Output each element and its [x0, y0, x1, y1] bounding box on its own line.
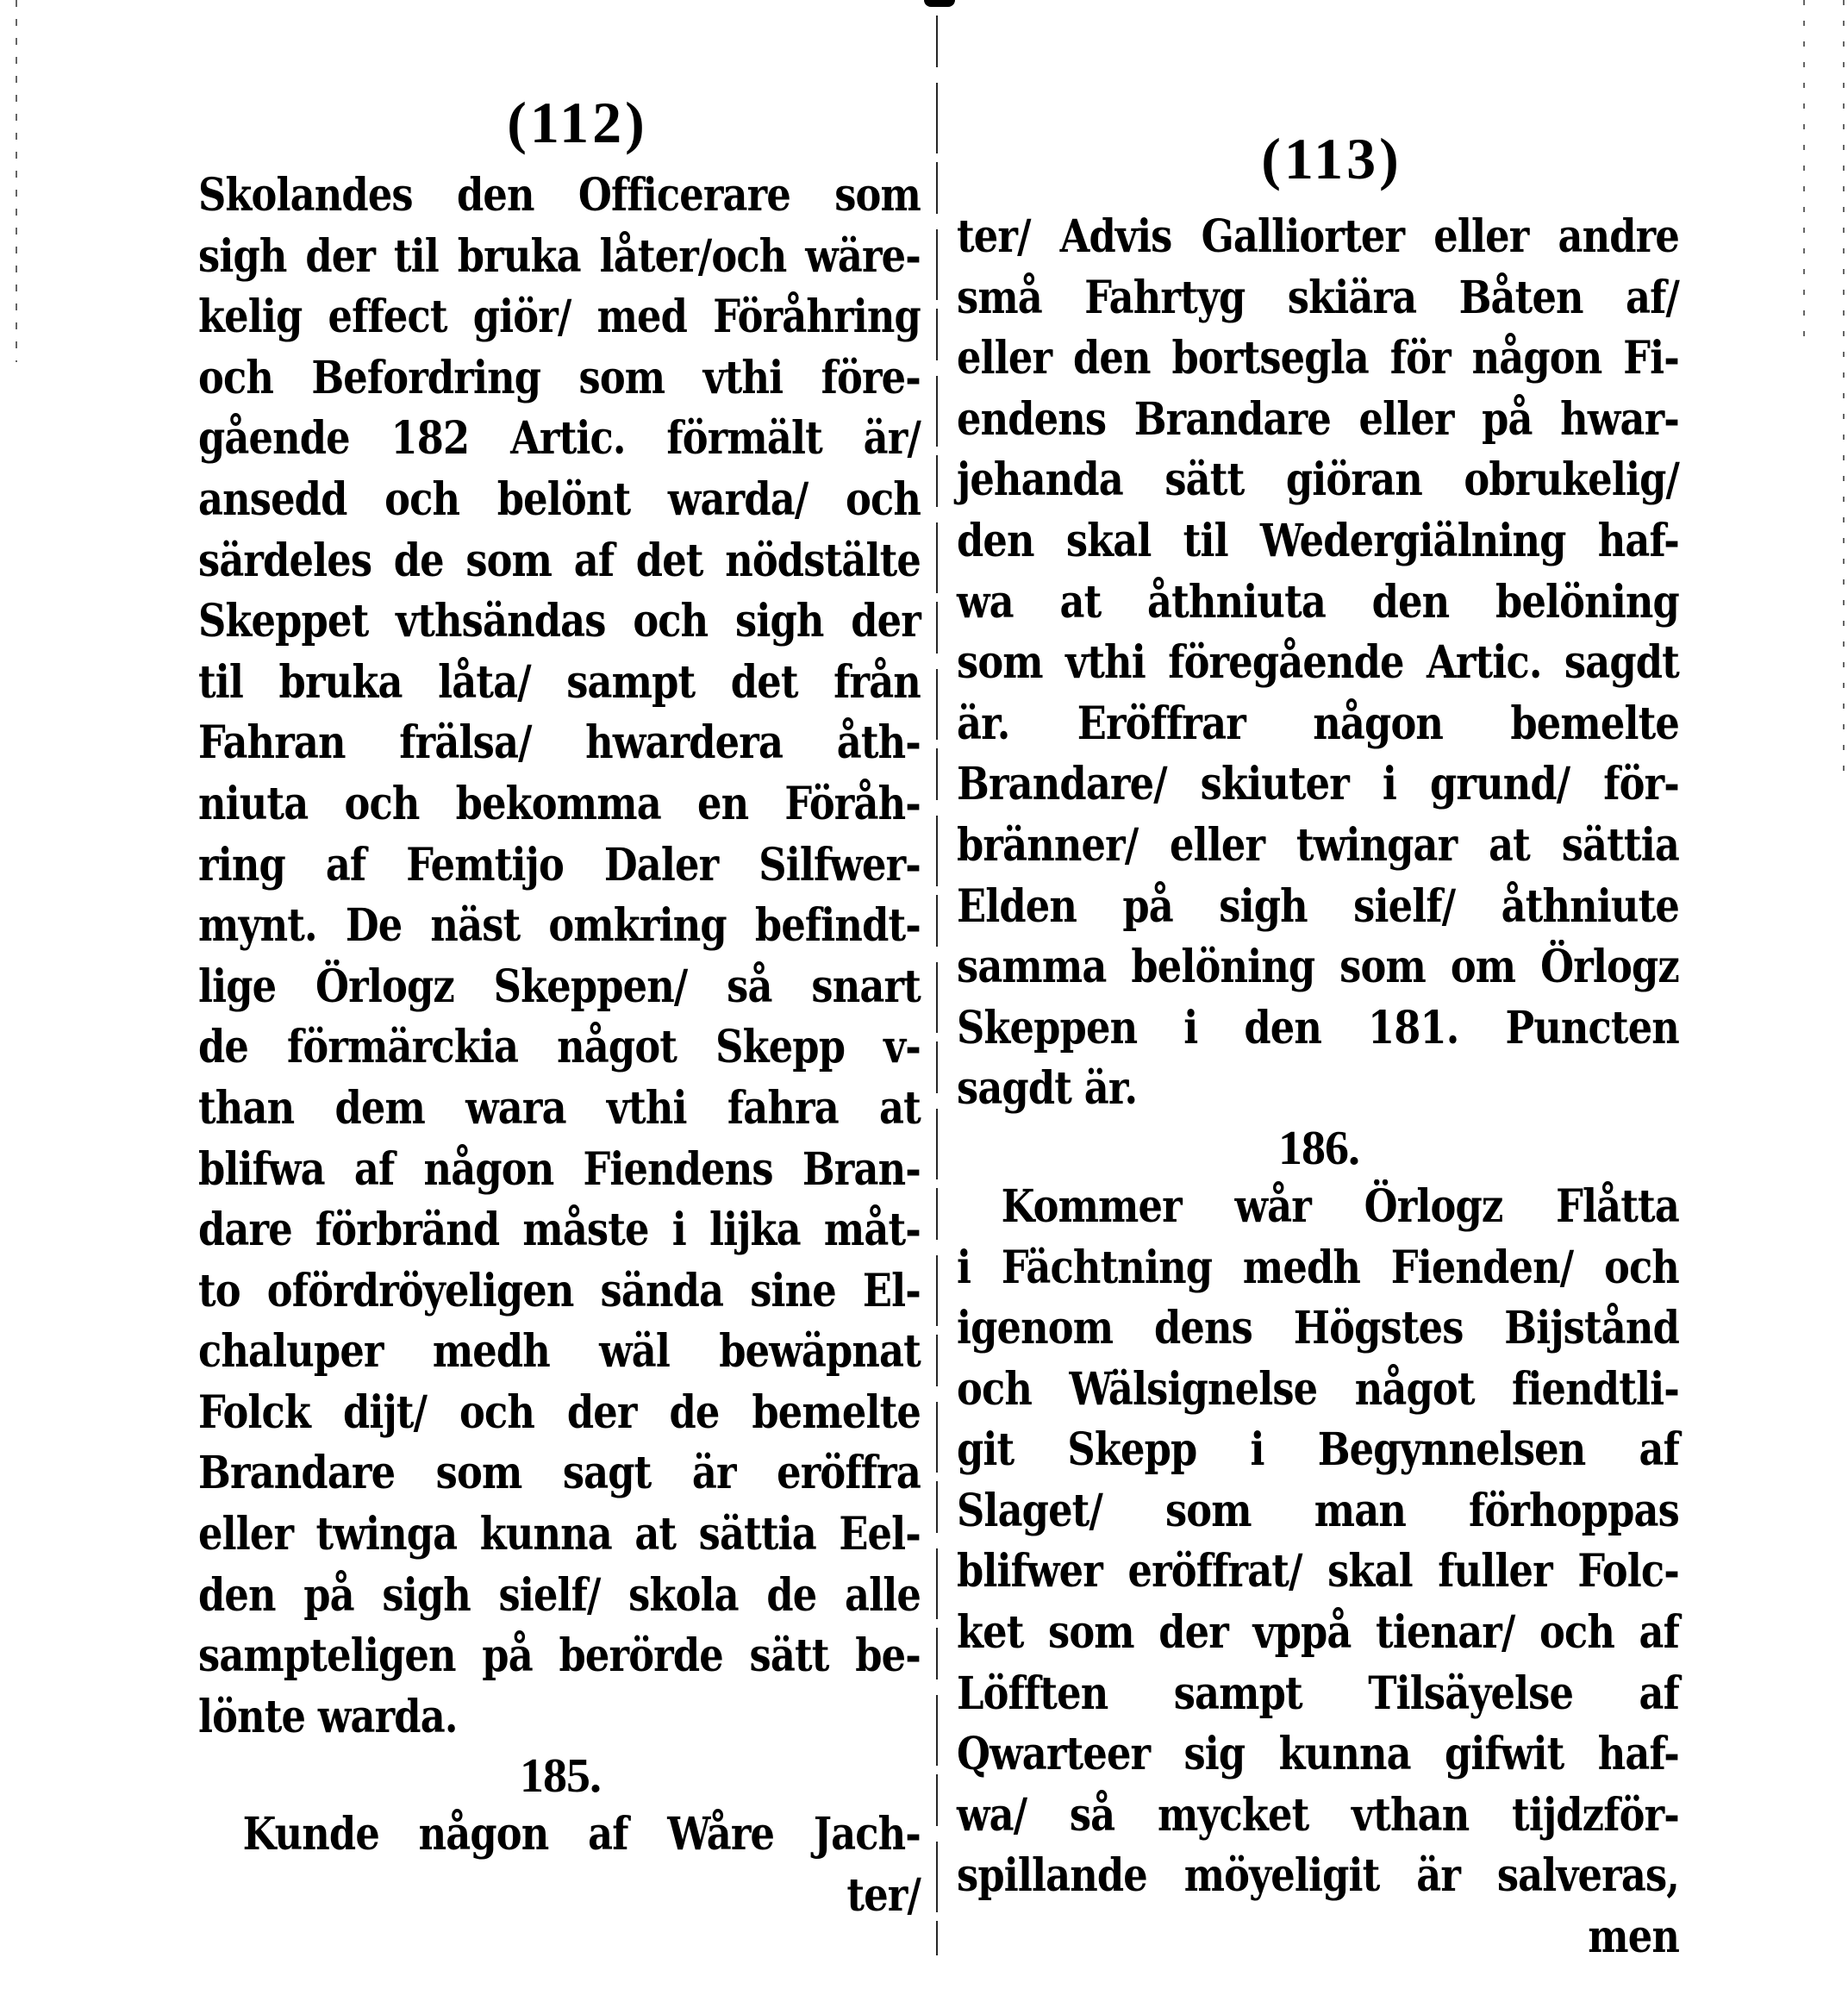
section-number: 186.	[1278, 1121, 1359, 1175]
text-line: than dem wara vthi fahra at	[198, 1081, 921, 1135]
scan-edge-right-outer	[1843, 0, 1845, 776]
text-line: de förmärckia något Skepp v-	[198, 1021, 921, 1074]
text-line: Skeppen i den 181. Puncten	[957, 1001, 1679, 1054]
binding-mark	[924, 0, 955, 7]
text-line: bränner/ eller twingar at sättia	[957, 818, 1679, 872]
text-line: git Skepp i Begynnelsen af	[957, 1423, 1679, 1477]
text-line: igenom dens Högstes Bijstånd	[957, 1302, 1679, 1355]
text-line: Skolandes den Officerare som	[198, 169, 921, 222]
catchword: men	[1588, 1911, 1679, 1964]
text-line: sampteligen på berörde sätt be-	[198, 1629, 921, 1683]
text-line: wa/ så mycket vthan tijdzför-	[957, 1788, 1679, 1842]
text-line: särdeles de som af det nödstälte	[198, 534, 921, 587]
text-line: Folck dijt/ och der de bemelte	[198, 1385, 921, 1439]
text-line: chaluper medh wäl bewäpnat	[198, 1325, 921, 1379]
text-line: ring af Femtijo Daler Silfwer-	[198, 838, 921, 891]
text-line: i Fächtning medh Fienden/ och	[957, 1241, 1679, 1294]
text-line: mynt. De näst omkring befindt-	[198, 899, 921, 953]
text-line: Elden på sigh sielf/ åthniute	[957, 879, 1679, 933]
text-line: sigh der til bruka låter/och wäre-	[198, 229, 921, 283]
scan-edge-left	[16, 0, 17, 362]
text-line: endens Brandare eller på hwar-	[957, 392, 1679, 446]
right-page	[957, 0, 1681, 1968]
text-line: som vthi föregående Artic. sagdt	[957, 636, 1679, 690]
left-page	[198, 0, 922, 1927]
text-line: blifwer eröffrat/ skal fuller Folc-	[957, 1545, 1679, 1598]
text-line: spillande möyeligit är salveras,	[957, 1849, 1679, 1903]
text-line: Löfften sampt Tilsäyelse af	[957, 1667, 1679, 1720]
text-line: Skeppet vthsändas och sigh der	[198, 595, 921, 648]
text-line: sagdt är.	[957, 1062, 1138, 1116]
page-gutter	[936, 16, 938, 1955]
text-line: Fahran frälsa/ hwardera åth-	[198, 716, 921, 770]
text-line: och Wälsignelse något fiendtli-	[957, 1362, 1679, 1416]
text-line: eller den bortsegla för någon Fi-	[957, 332, 1679, 385]
text-line: eller twinga kunna at sättia Eel-	[198, 1508, 921, 1561]
text-line: til bruka låta/ sampt det från	[198, 655, 921, 709]
text-line: ter/ Advis Galliorter eller andre	[957, 210, 1679, 263]
text-line: Kommer wår Örlogz Flåtta	[1001, 1179, 1679, 1233]
catchword: ter/	[846, 1869, 921, 1923]
text-line: och Befordring som vthi före-	[198, 351, 921, 404]
text-line: kelig effect giör/ med Föråhring	[198, 291, 921, 344]
text-line: to ofördröyeligen sända sine El-	[198, 1264, 921, 1317]
text-line: jehanda sätt giöran obrukelig/	[957, 453, 1679, 507]
body-text	[198, 166, 922, 1927]
text-line: gående 182 Artic. förmält är/	[198, 412, 921, 466]
text-line: Kunde någon af Wåre Jach-	[242, 1808, 921, 1861]
text-line: Brandare som sagt är eröffra	[198, 1447, 921, 1500]
text-line: blifwa af någon Fiendens Bran-	[198, 1142, 921, 1196]
text-line: samma belöning som om Örlogz	[957, 941, 1679, 994]
text-line: lönte warda.	[198, 1690, 458, 1743]
text-line: är. Eröffrar någon bemelte	[957, 697, 1679, 750]
page-number: (112)	[507, 90, 648, 155]
body-text	[957, 207, 1681, 1968]
text-line: ket som der vppå tienar/ och af	[957, 1606, 1679, 1660]
text-line: Slaget/ som man förhoppas	[957, 1484, 1679, 1537]
text-line: dare förbränd måste i lijka måt-	[198, 1204, 921, 1257]
text-line: små Fahrtyg skiära Båten af/	[957, 271, 1679, 324]
text-line: Brandare/ skiuter i grund/ för-	[957, 758, 1679, 811]
section-number: 185.	[520, 1749, 601, 1804]
text-line: den skal til Wedergiälning haf-	[957, 514, 1679, 567]
text-line: ansedd och belönt warda/ och	[198, 472, 921, 526]
text-line: lige Örlogz Skeppen/ så snart	[198, 960, 921, 1013]
text-line: Qwarteer sig kunna gifwit haf-	[957, 1728, 1679, 1781]
text-line: niuta och bekomma en Föråh-	[198, 777, 921, 830]
scan-edge-right	[1803, 0, 1805, 345]
page-number: (113)	[1261, 126, 1402, 191]
text-line: wa at åthniuta den belöning	[957, 575, 1679, 629]
text-line: den på sigh sielf/ skola de alle	[198, 1568, 921, 1622]
